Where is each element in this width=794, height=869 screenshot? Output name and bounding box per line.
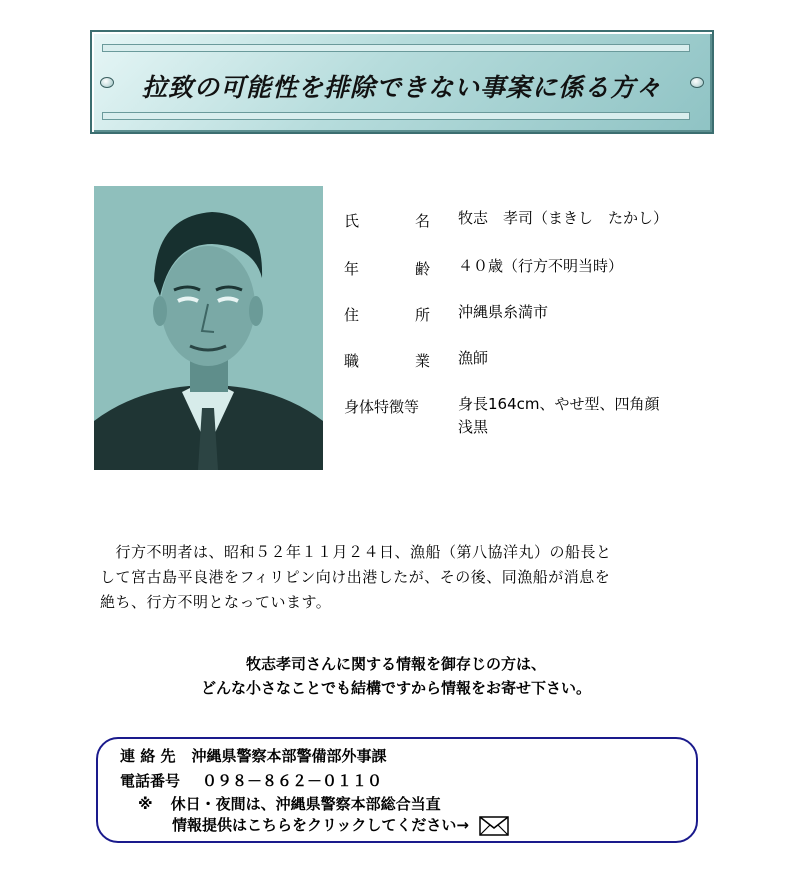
phone-label: 電話番号 xyxy=(120,772,181,790)
title-plaque xyxy=(90,30,714,134)
profile-label-char: 所 xyxy=(414,306,430,324)
case-description xyxy=(100,540,696,615)
profile-label-age xyxy=(344,258,430,279)
profile-label-char: 年 xyxy=(344,260,360,278)
portrait-photo xyxy=(94,186,323,470)
profile-value-features xyxy=(458,393,660,439)
notice-line-2: どんな小さなことでも結構ですから情報をお寄せ下さい。 xyxy=(200,679,591,697)
info-link-row[interactable] xyxy=(172,814,509,836)
portrait-illustration xyxy=(94,186,323,470)
profile-label-char: 住 xyxy=(344,306,360,324)
description-line-2: して宮古島平良港をフィリピン向け出港したが、その後、同漁船が消息を xyxy=(100,568,611,586)
description-line-1: 行方不明者は、昭和５２年１１月２４日、漁船（第八協洋丸）の船長と xyxy=(100,543,612,561)
holiday-text: 休日・夜間は、沖縄県警察本部総合当直 xyxy=(170,795,441,813)
page-title: 拉致の可能性を排除できない事案に係る方々 xyxy=(141,73,662,102)
profile-label-name xyxy=(344,210,430,231)
profile-label-char: 齢 xyxy=(414,260,430,278)
information-request xyxy=(96,652,696,700)
profile-label-char: 氏 xyxy=(344,212,360,230)
envelope-icon[interactable] xyxy=(479,816,509,836)
notice-line-1: 牧志孝司さんに関する情報を御存じの方は、 xyxy=(245,655,546,673)
profile-label-char: 名 xyxy=(414,212,430,230)
profile-label-char: 職 xyxy=(344,352,360,370)
profile-label-char: 業 xyxy=(414,352,430,370)
holiday-row xyxy=(138,793,441,814)
profile-label-address xyxy=(344,304,430,325)
contact-box xyxy=(96,737,698,843)
profile-value-address: 沖縄県糸満市 xyxy=(458,303,549,321)
plaque-top-rail xyxy=(102,44,690,52)
features-line-1: 身長164cm、やせ型、四角顔 xyxy=(458,395,660,413)
profile-value-name: 牧志 孝司（まきし たかし） xyxy=(458,209,669,227)
phone-row xyxy=(120,770,382,791)
description-line-3: 絶ち、行方不明となっています。 xyxy=(100,593,332,611)
info-link-text[interactable]: 情報提供はこちらをクリックしてください→ xyxy=(172,816,469,834)
profile-value-occupation: 漁師 xyxy=(458,349,489,367)
profile-label-features: 身体特徴等 xyxy=(344,398,420,416)
profile-label-occupation xyxy=(344,350,430,371)
contact-row xyxy=(120,745,386,766)
plaque-bottom-rail xyxy=(102,112,690,120)
contact-value: 沖縄県警察本部警備部外事課 xyxy=(191,747,387,765)
note-mark: ※ xyxy=(138,795,153,813)
phone-number: ０９８－８６２－０１１０ xyxy=(202,772,383,790)
contact-label: 連 絡 先 xyxy=(120,747,176,765)
features-line-2: 浅黒 xyxy=(458,418,489,436)
profile-value-age: ４０歳（行方不明当時） xyxy=(458,257,624,275)
